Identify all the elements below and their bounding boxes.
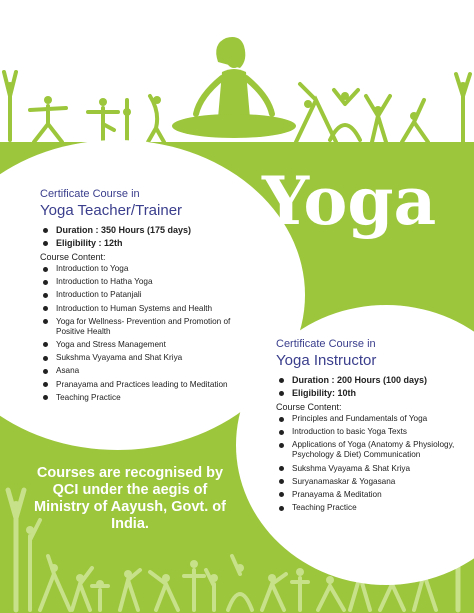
list-item: Introduction to Yoga [40, 264, 240, 274]
recognition-statement: Courses are recognised by QCI under the aegis of Ministry of Aayush, Govt. of India. [33, 465, 226, 532]
list-item: Introduction to basic Yoga Texts [276, 427, 466, 437]
list-item: Introduction to Hatha Yoga [40, 277, 240, 287]
teacher-course-kicker: Certificate Course in [40, 188, 140, 200]
instructor-content-label: Course Content: [276, 402, 342, 412]
list-item: Pranayama and Practices leading to Meditation [40, 380, 240, 390]
list-item: Principles and Fundamentals of Yoga [276, 414, 466, 424]
list-item: Asana [40, 366, 240, 376]
list-item: Introduction to Patanjali [40, 290, 240, 300]
instructor-course-meta [276, 374, 466, 400]
list-item: Sukshma Vyayama & Shat Kriya [276, 464, 466, 474]
instructor-duration: Duration : 200 Hours (100 days) [276, 374, 466, 387]
teacher-course-meta [40, 224, 240, 250]
yoga-poses-silhouette-top [0, 0, 474, 150]
teacher-content-label: Course Content: [40, 252, 106, 262]
list-item: Yoga and Stress Management [40, 340, 240, 350]
instructor-course-kicker: Certificate Course in [276, 338, 376, 350]
list-item: Sukshma Vyayama and Shat Kriya [40, 353, 240, 363]
instructor-course-section [276, 338, 466, 516]
list-item: Introduction to Human Systems and Health [40, 304, 240, 314]
teacher-duration: Duration : 350 Hours (175 days) [40, 224, 240, 237]
yoga-title: Yoga [262, 162, 437, 240]
list-item: Suryanamaskar & Yogasana [276, 477, 466, 487]
list-item: Applications of Yoga (Anatomy & Physiology, Psychology & Diet) Communication [276, 440, 466, 460]
list-item: Yoga for Wellness- Prevention and Promotion of Positive Health [40, 317, 240, 337]
instructor-eligibility: Eligibility: 10th [276, 387, 466, 400]
list-item: Teaching Practice [40, 393, 240, 403]
teacher-content-list [40, 264, 240, 403]
list-item: Pranayama & Meditation [276, 490, 466, 500]
instructor-content-list [276, 414, 466, 513]
instructor-course-title: Yoga Instructor [276, 352, 377, 369]
teacher-course-section [40, 188, 240, 406]
list-item: Teaching Practice [276, 503, 466, 513]
teacher-course-title: Yoga Teacher/Trainer [40, 202, 183, 219]
teacher-eligibility: Eligibility : 12th [40, 237, 240, 250]
